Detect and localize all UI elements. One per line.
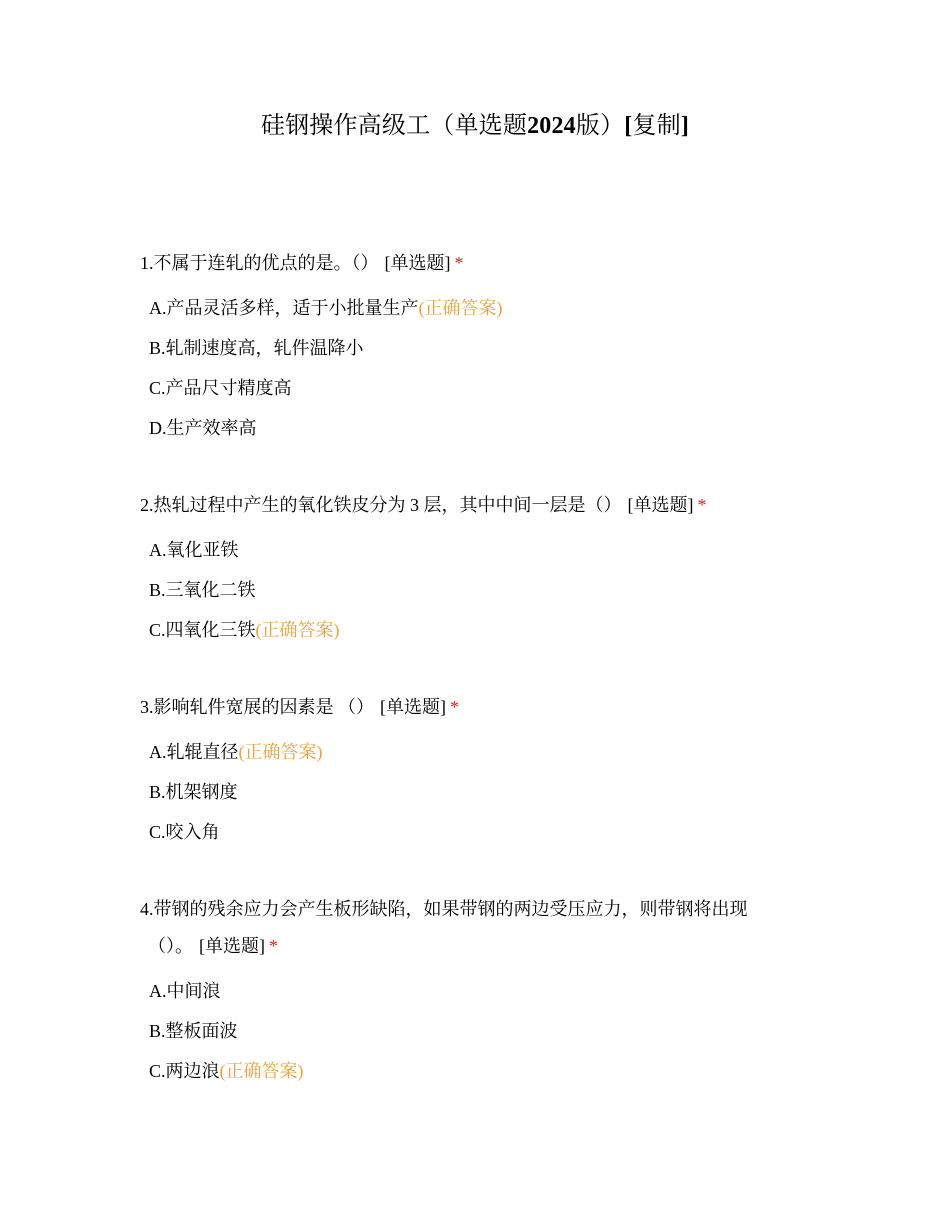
option-text: A.轧辊直径	[149, 742, 239, 762]
option-c[interactable]	[140, 610, 820, 650]
option-a[interactable]	[140, 971, 820, 1011]
required-asterisk: *	[454, 253, 464, 273]
option-a[interactable]	[140, 288, 820, 328]
question-type-tag: [单选题]	[199, 936, 265, 956]
option-d[interactable]	[140, 408, 820, 448]
title-text-version: 版）	[575, 113, 625, 139]
option-text: D.生产效率高	[149, 418, 257, 438]
question-stem	[140, 891, 820, 965]
question-type-tag: [单选题]	[384, 253, 451, 273]
question-text: 2.热轧过程中产生的氧化铁皮分为 3 层，其中中间一层是（）	[140, 495, 622, 515]
correct-answer-marker: (正确答案)	[238, 742, 323, 762]
option-text: A.产品灵活多样，适于小批量生产	[149, 298, 419, 318]
option-text: B.机架钢度	[149, 782, 238, 802]
page-title	[0, 110, 950, 142]
correct-answer-marker: (正确答案)	[219, 1061, 304, 1081]
question-type-tag: [单选题]	[380, 697, 446, 717]
option-c[interactable]	[140, 1051, 820, 1091]
question-stem	[140, 689, 820, 726]
correct-answer-marker: (正确答案)	[255, 620, 340, 640]
question-3	[140, 689, 820, 852]
question-stem	[140, 487, 820, 524]
question-text: 1.不属于连轧的优点的是。（）	[140, 253, 379, 273]
question-text: 4.带钢的残余应力会产生板形缺陷，如果带钢的两边受压应力，则带钢将出现	[140, 899, 748, 919]
option-a[interactable]	[140, 530, 820, 570]
required-asterisk: *	[269, 936, 278, 956]
question-text-continued: （）。	[148, 936, 193, 956]
question-1	[140, 245, 820, 448]
question-4	[140, 891, 820, 1091]
option-b[interactable]	[140, 1011, 820, 1051]
question-type-tag: [单选题]	[627, 495, 694, 515]
option-text: B.三氧化二铁	[149, 580, 256, 600]
title-year: 2024	[527, 113, 576, 139]
option-text: B.轧制速度高，轧件温降小	[149, 338, 364, 358]
required-asterisk: *	[450, 697, 459, 717]
option-text: C.四氧化三铁	[149, 620, 256, 640]
title-copy-label: 复制	[632, 113, 681, 139]
question-2	[140, 487, 820, 650]
option-text: C.咬入角	[149, 822, 220, 842]
option-b[interactable]	[140, 328, 820, 368]
question-stem	[140, 245, 820, 282]
option-b[interactable]	[140, 570, 820, 610]
option-b[interactable]	[140, 772, 820, 812]
title-text: 硅钢操作高级工（单选题	[260, 113, 528, 139]
title-bracket-open: [	[624, 113, 633, 139]
option-text: B.整板面波	[149, 1021, 238, 1041]
correct-answer-marker: (正确答案)	[418, 298, 503, 318]
option-c[interactable]	[140, 368, 820, 408]
question-text: 3.影响轧件宽展的因素是 （）	[140, 697, 374, 717]
option-text: C.两边浪	[149, 1061, 220, 1081]
option-c[interactable]	[140, 812, 820, 852]
required-asterisk: *	[697, 495, 707, 515]
option-text: C.产品尺寸精度高	[149, 378, 292, 398]
option-text: A.中间浪	[149, 981, 221, 1001]
option-a[interactable]	[140, 732, 820, 772]
title-bracket-close: ]	[680, 113, 690, 139]
option-text: A.氧化亚铁	[149, 540, 239, 560]
